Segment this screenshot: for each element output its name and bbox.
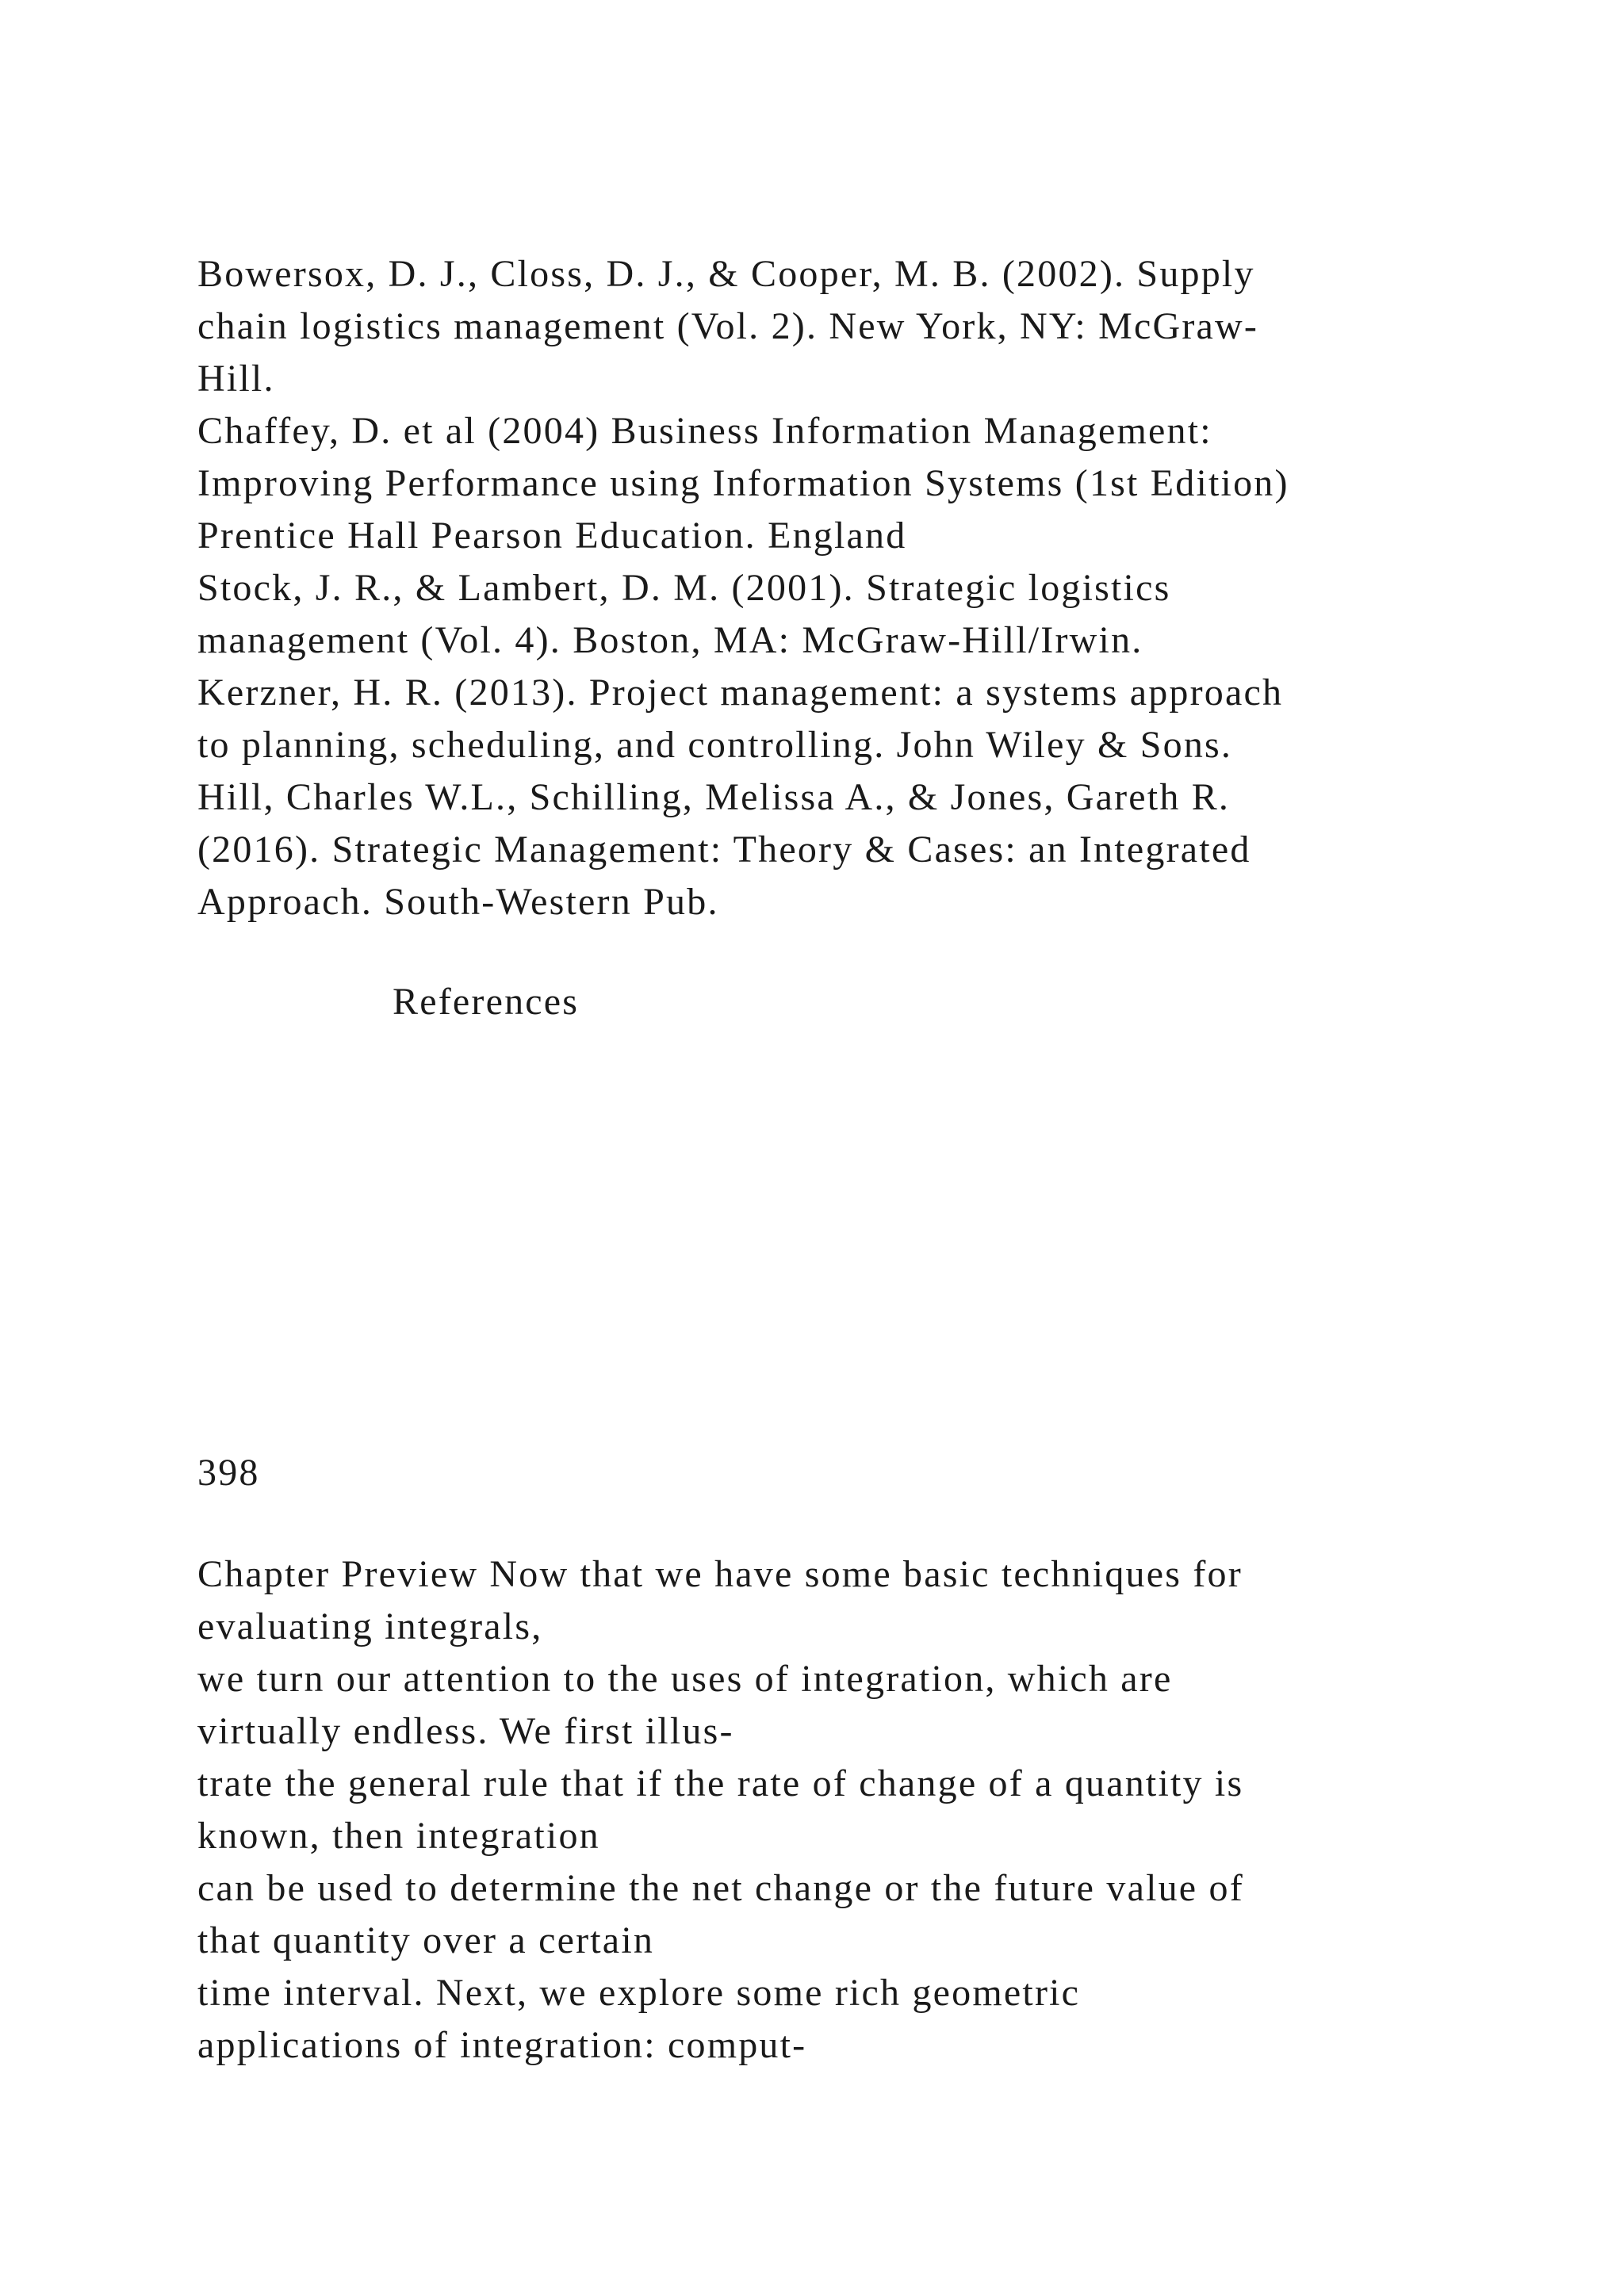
- reference-line: Kerzner, H. R. (2013). Project management: a systems approach: [197, 672, 1284, 714]
- preview-line: evaluating integrals,: [197, 1605, 543, 1647]
- reference-line: management (Vol. 4). Boston, MA: McGraw-Hill/Irwin.: [197, 619, 1143, 661]
- reference-line: Prentice Hall Pearson Education. England: [197, 515, 907, 557]
- reference-line: Improving Performance using Information Systems (1st Edition): [197, 462, 1289, 504]
- preview-line: Chapter Preview Now that we have some basic techniques for: [197, 1553, 1243, 1595]
- preview-line: time interval. Next, we explore some rich geometric: [197, 1972, 1081, 2014]
- reference-line: Chaffey, D. et al (2004) Business Information Management:: [197, 410, 1212, 452]
- reference-line: chain logistics management (Vol. 2). New York, NY: McGraw-: [197, 305, 1259, 347]
- reference-line: Bowersox, D. J., Closs, D. J., & Cooper, M. B. (2002). Supply: [197, 253, 1255, 295]
- preview-line: can be used to determine the net change or the future value of: [197, 1867, 1244, 1909]
- preview-line: we turn our attention to the uses of integration, which are: [197, 1658, 1173, 1700]
- reference-line: to planning, scheduling, and controlling. John Wiley & Sons.: [197, 724, 1233, 766]
- preview-line: virtually endless. We first illus-: [197, 1710, 734, 1752]
- references-list: [197, 248, 1545, 928]
- reference-line: Hill.: [197, 358, 275, 400]
- reference-line: Approach. South-Western Pub.: [197, 881, 719, 923]
- preview-line: that quantity over a certain: [197, 1919, 655, 1961]
- chapter-preview: [197, 1548, 1545, 2072]
- reference-line: Stock, J. R., & Lambert, D. M. (2001). Strategic logistics: [197, 567, 1171, 609]
- references-heading: References: [393, 981, 580, 1023]
- preview-line: trate the general rule that if the rate of change of a quantity is: [197, 1762, 1244, 1804]
- preview-line: known, then integration: [197, 1815, 600, 1857]
- preview-line: applications of integration: comput-: [197, 2024, 807, 2066]
- reference-line: Hill, Charles W.L., Schilling, Melissa A., & Jones, Gareth R.: [197, 776, 1231, 818]
- reference-line: (2016). Strategic Management: Theory & Cases: an Integrated: [197, 828, 1251, 871]
- page-number: 398: [197, 1452, 260, 1494]
